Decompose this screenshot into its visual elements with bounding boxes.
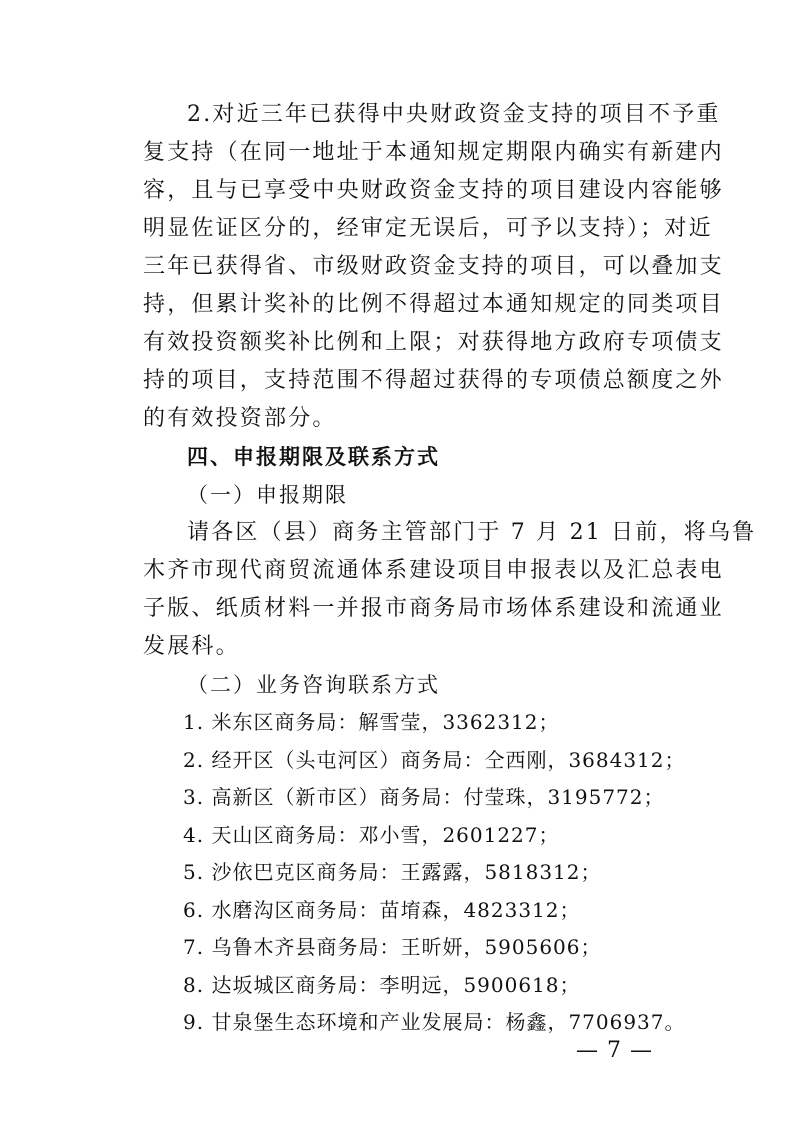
contact-list bbox=[143, 704, 686, 1042]
deadline-paragraph bbox=[143, 514, 757, 666]
text-line: 子版、纸质材料一并报市商务局市场体系建设和流通业 bbox=[143, 596, 724, 621]
page-number: — 7 — bbox=[576, 1038, 653, 1063]
text-line: 持的项目，支持范围不得超过获得的专项债总额度之外 bbox=[143, 368, 724, 393]
text-line: 发展科。 bbox=[143, 634, 240, 659]
contact-item: 8. 达坂城区商务局：李明远，5900618； bbox=[183, 972, 581, 997]
contact-item: 1. 米东区商务局：解雪莹，3362312； bbox=[183, 710, 560, 734]
contact-item: 3. 高新区（新市区）商务局：付莹珠，3195772； bbox=[183, 785, 665, 809]
text-line: 持，但累计奖补的比例不得超过本通知规定的同类项目 bbox=[143, 292, 724, 317]
text-line: 复支持（在同一地址于本通知规定期限内确实有新建内 bbox=[143, 140, 724, 165]
text-line: 有效投资额奖补比例和上限；对获得地方政府专项债支 bbox=[143, 330, 724, 355]
text-line: 2.对近三年已获得中央财政资金支持的项目不予重 bbox=[187, 102, 721, 127]
text-line: 的有效投资部分。 bbox=[143, 406, 337, 431]
subsection-heading-deadline: （一）申报期限 bbox=[187, 483, 348, 507]
text-line: 容，且与已享受中央财政资金支持的项目建设内容能够 bbox=[143, 178, 724, 203]
contact-item: 2. 经开区（头屯河区）商务局：仝西刚，3684312； bbox=[183, 747, 686, 772]
document-body bbox=[143, 96, 757, 1042]
contact-item: 6. 水磨沟区商务局：苗堉森，4823312； bbox=[183, 897, 581, 922]
section-heading: 四、申报期限及联系方式 bbox=[187, 445, 440, 469]
text-line: 请各区（县）商务主管部门于 7 月 21 日前，将乌鲁 bbox=[187, 520, 757, 545]
text-line: 明显佐证区分的，经审定无误后，可予以支持）；对近 bbox=[143, 216, 713, 241]
subsection-heading-contacts: （二）业务咨询联系方式 bbox=[187, 673, 440, 697]
contact-item: 7. 乌鲁木齐县商务局：王昕妍，5905606； bbox=[183, 935, 602, 959]
clause-2-paragraph bbox=[143, 96, 724, 438]
text-line: 木齐市现代商贸流通体系建设项目申报表以及汇总表电 bbox=[143, 558, 724, 583]
contact-item: 5. 沙依巴克区商务局：王露露，5818312； bbox=[183, 860, 602, 884]
contact-item: 4. 天山区商务局：邓小雪，2601227； bbox=[183, 822, 560, 847]
contact-item: 9. 甘泉堡生态环境和产业发展局：杨鑫，7706937。 bbox=[183, 1010, 686, 1034]
text-line: 三年已获得省、市级财政资金支持的项目，可以叠加支 bbox=[143, 254, 724, 279]
